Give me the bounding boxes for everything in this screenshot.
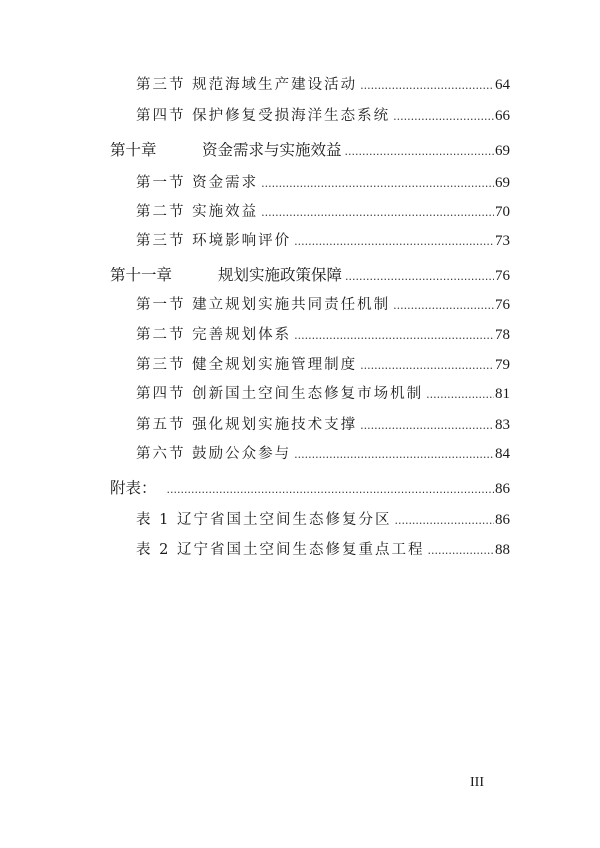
entry-label: 第六节: [136, 446, 186, 462]
toc-chapter[interactable]: [110, 265, 510, 287]
toc-entry[interactable]: [136, 173, 510, 194]
dot-leader: [294, 232, 494, 252]
chapter-title: 资金需求与实施效益: [202, 141, 342, 159]
entry-page: 66: [495, 108, 510, 124]
dot-leader: [294, 445, 494, 465]
dot-leader: [360, 416, 494, 436]
dot-leader: [393, 107, 494, 127]
chapter-label: 第十章: [110, 141, 157, 159]
entry-title: 实施效益: [192, 204, 259, 220]
page-number: III: [470, 775, 484, 790]
chapter-label: 第十一章: [110, 266, 173, 284]
entry-page: 70: [495, 204, 510, 220]
entry-page: 79: [495, 357, 510, 373]
toc-table-entry[interactable]: [136, 510, 510, 531]
dot-leader: [426, 385, 494, 405]
entry-label: 第三节: [136, 233, 186, 249]
dot-leader: [167, 480, 494, 500]
dot-leader: [345, 142, 494, 162]
entry-label: 表 1: [136, 512, 171, 528]
entry-label: 第一节: [136, 297, 186, 313]
entry-label: 表 2: [136, 542, 171, 558]
entry-label: 第二节: [136, 204, 186, 220]
toc-chapter[interactable]: [110, 140, 510, 162]
entry-page: 69: [495, 175, 510, 191]
toc-entry[interactable]: [136, 75, 510, 96]
entry-title: 鼓励公众参与: [192, 446, 292, 462]
chapter-title: 规划实施政策保障: [218, 266, 343, 284]
entry-title: 完善规划体系: [192, 327, 292, 343]
toc-entry[interactable]: [136, 444, 510, 465]
dot-leader: [393, 296, 494, 316]
toc-entry[interactable]: [136, 415, 510, 436]
dot-leader: [261, 174, 494, 194]
toc-entry[interactable]: [136, 202, 510, 223]
dot-leader: [261, 203, 494, 223]
entry-page: 81: [495, 386, 510, 402]
dot-leader: [394, 511, 494, 531]
entry-page: 78: [495, 327, 510, 343]
entry-title: 辽宁省国土空间生态修复重点工程: [176, 542, 425, 558]
entry-page: 84: [495, 446, 510, 462]
entry-page: 76: [495, 297, 510, 313]
entry-label: 第五节: [136, 417, 186, 433]
dot-leader: [294, 326, 494, 346]
dot-leader: [360, 356, 494, 376]
entry-page: 86: [495, 512, 510, 528]
entry-page: 73: [495, 233, 510, 249]
entry-title: 保护修复受损海洋生态系统: [192, 108, 391, 124]
entry-page: 86: [495, 481, 510, 497]
entry-page: 64: [495, 77, 510, 93]
toc-appendix[interactable]: [110, 478, 510, 500]
entry-label: 第三节: [136, 77, 186, 93]
entry-page: 88: [495, 542, 510, 558]
toc-entry[interactable]: [136, 325, 510, 346]
entry-label: 第二节: [136, 327, 186, 343]
entry-title: 健全规划实施管理制度: [192, 357, 358, 373]
entry-title: 资金需求: [192, 175, 259, 191]
appendix-label: 附表：: [110, 479, 157, 497]
entry-title: 规范海域生产建设活动: [192, 77, 358, 93]
toc-entry[interactable]: [136, 384, 510, 405]
entry-page: 83: [495, 417, 510, 433]
entry-title: 创新国土空间生态修复市场机制: [192, 386, 424, 402]
toc-entry[interactable]: [136, 355, 510, 376]
dot-leader: [427, 541, 494, 561]
entry-page: 76: [495, 268, 510, 284]
toc-entry[interactable]: [136, 231, 510, 252]
entry-label: 第一节: [136, 175, 186, 191]
entry-label: 第四节: [136, 108, 186, 124]
toc-table-entry[interactable]: [136, 540, 510, 561]
entry-title: 辽宁省国土空间生态修复分区: [176, 512, 392, 528]
entry-label: 第四节: [136, 386, 186, 402]
entry-title: 强化规划实施技术支撑: [192, 417, 358, 433]
toc-entry[interactable]: [136, 106, 510, 127]
dot-leader: [360, 76, 494, 96]
dot-leader: [345, 267, 494, 287]
entry-page: 69: [495, 143, 510, 159]
entry-title: 环境影响评价: [192, 233, 292, 249]
entry-label: 第三节: [136, 357, 186, 373]
toc-entry[interactable]: [136, 295, 510, 316]
entry-title: 建立规划实施共同责任机制: [192, 297, 391, 313]
